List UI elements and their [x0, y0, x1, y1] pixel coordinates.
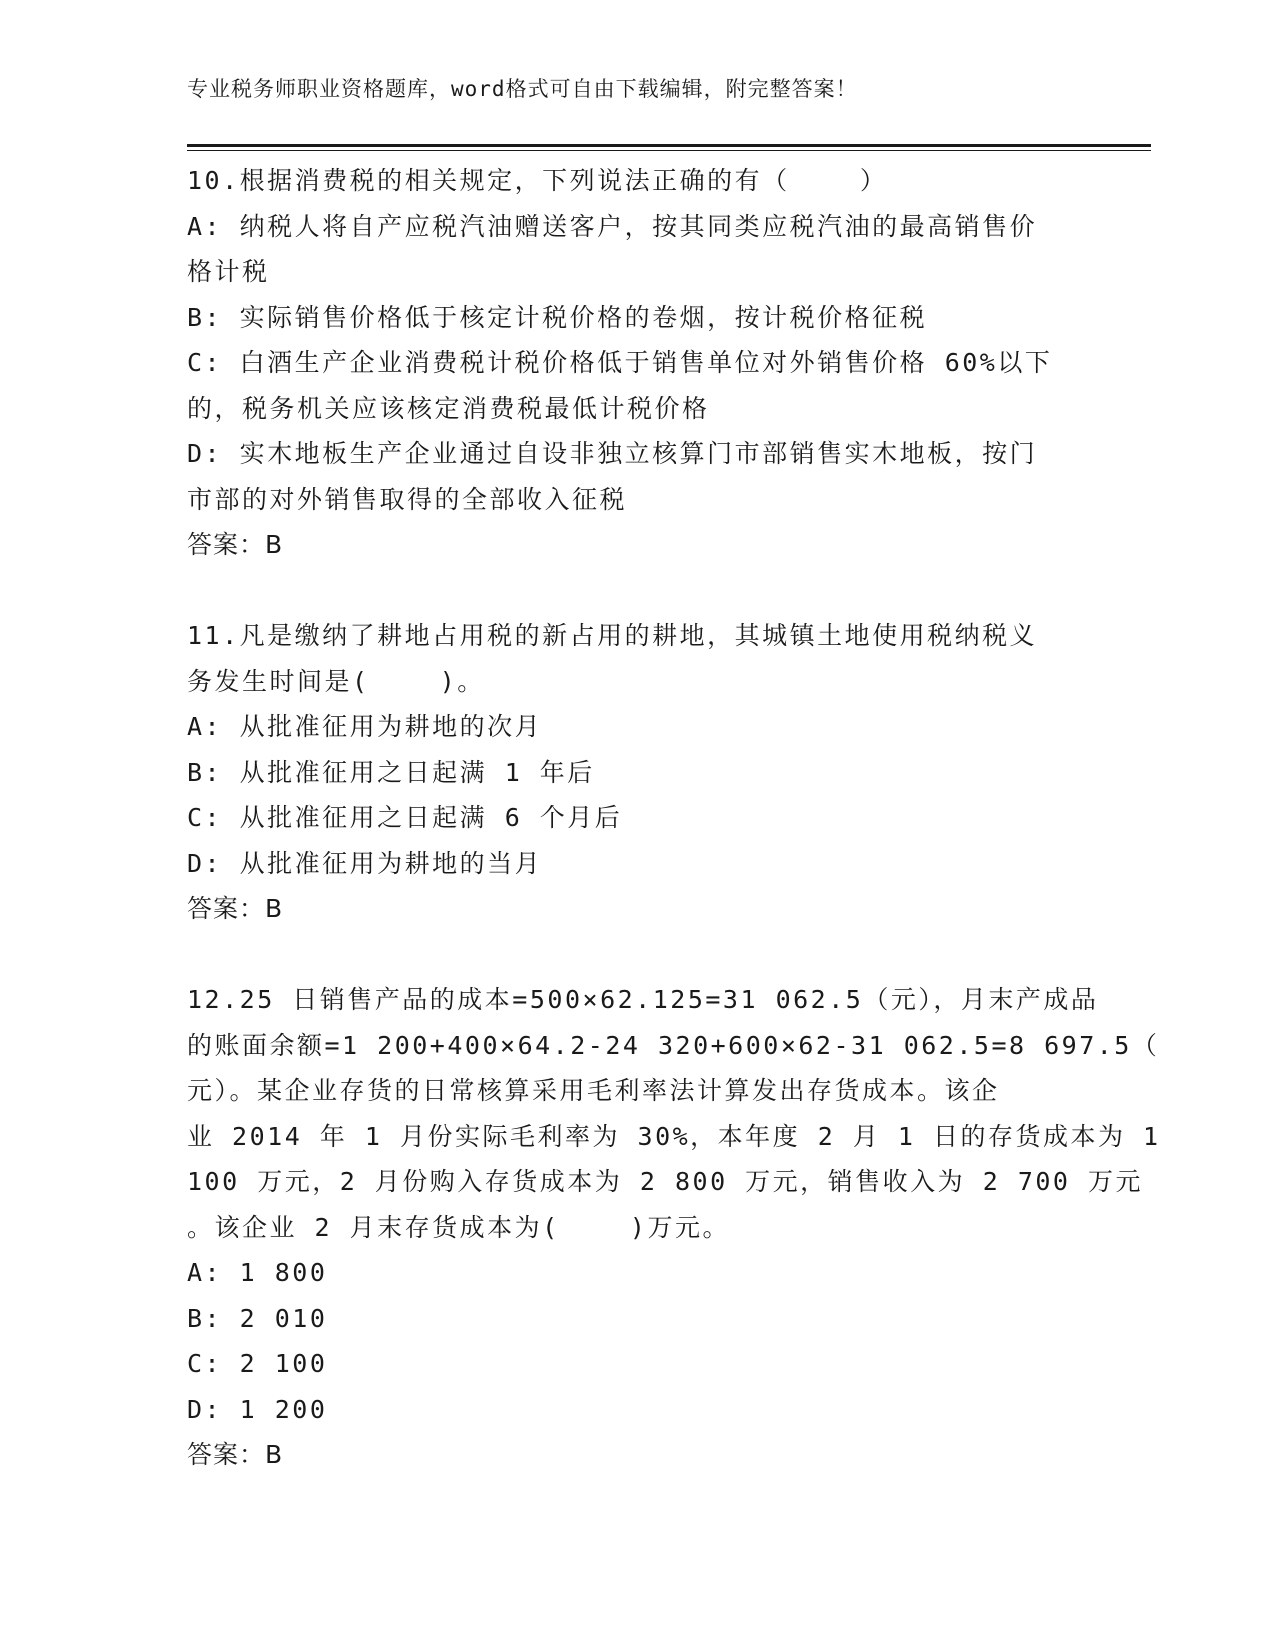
option-d: D: 实木地板生产企业通过自设非独立核算门市部销售实木地板，按门 [187, 439, 1038, 468]
answer-label: 答案：B [187, 1440, 284, 1469]
question-stem-line-5: 100 万元，2 月份购入存货成本为 2 800 万元，销售收入为 2 700 万元 [187, 1167, 1144, 1196]
page-header: 专业税务师职业资格题库，word格式可自由下载编辑，附完整答案！ [187, 77, 858, 101]
option-a: A: 从批准征用为耕地的次月 [187, 712, 543, 741]
option-b: B: 2 010 [187, 1303, 328, 1333]
header-divider [187, 144, 1151, 147]
option-c: C: 白酒生产企业消费税计税价格低于销售单位对外销售价格 60%以下 [187, 348, 1053, 377]
option-a-continued: 格计税 [187, 257, 270, 286]
question-spacer [187, 932, 1087, 978]
question-stem: 12.25 日销售产品的成本=500×62.125=31 062.5（元），月末产成品 [187, 985, 1099, 1014]
question-stem-line-4: 业 2014 年 1 月份实际毛利率为 30%，本年度 2 月 1 日的存货成本为 1 [187, 1121, 1161, 1151]
option-b: B: 实际销售价格低于核定计税价格的卷烟，按计税价格征税 [187, 302, 928, 332]
question-10 [187, 158, 1087, 568]
question-11 [187, 613, 1087, 932]
option-a: A: 1 800 [187, 1258, 328, 1287]
question-stem-line-6: 。该企业 2 月末存货成本为( )万元。 [187, 1212, 730, 1242]
question-stem-line-3: 元）。某企业存货的日常核算采用毛利率法计算发出存货成本。该企 [187, 1076, 1000, 1105]
option-c: C: 从批准征用之日起满 6 个月后 [187, 803, 623, 832]
option-d-continued: 市部的对外销售取得的全部收入征税 [187, 484, 628, 514]
question-stem: 10.根据消费税的相关规定，下列说法正确的有（ ） [187, 166, 888, 195]
question-spacer [187, 568, 1087, 614]
question-stem: 11.凡是缴纳了耕地占用税的新占用的耕地，其城镇土地使用税纳税义 [187, 621, 1038, 650]
answer-label: 答案：B [187, 530, 284, 559]
option-d: D: 从批准征用为耕地的当月 [187, 848, 543, 878]
question-stem-line-2: 的账面余额=1 200+400×64.2-24 320+600×62-31 062.5=8 697.5（ [187, 1030, 1160, 1060]
question-stem-continued: 务发生时间是( )。 [187, 666, 485, 696]
option-b: B: 从批准征用之日起满 1 年后 [187, 757, 595, 787]
option-d: D: 1 200 [187, 1394, 328, 1424]
question-12 [187, 977, 1161, 1478]
option-a: A: 纳税人将自产应税汽油赠送客户，按其同类应税汽油的最高销售价 [187, 211, 1038, 241]
option-c: C: 2 100 [187, 1349, 328, 1378]
option-c-continued: 的，税务机关应该核定消费税最低计税价格 [187, 393, 710, 423]
answer-label: 答案：B [187, 894, 284, 923]
question-list [187, 158, 1161, 1478]
header-divider-thin [187, 150, 1151, 151]
